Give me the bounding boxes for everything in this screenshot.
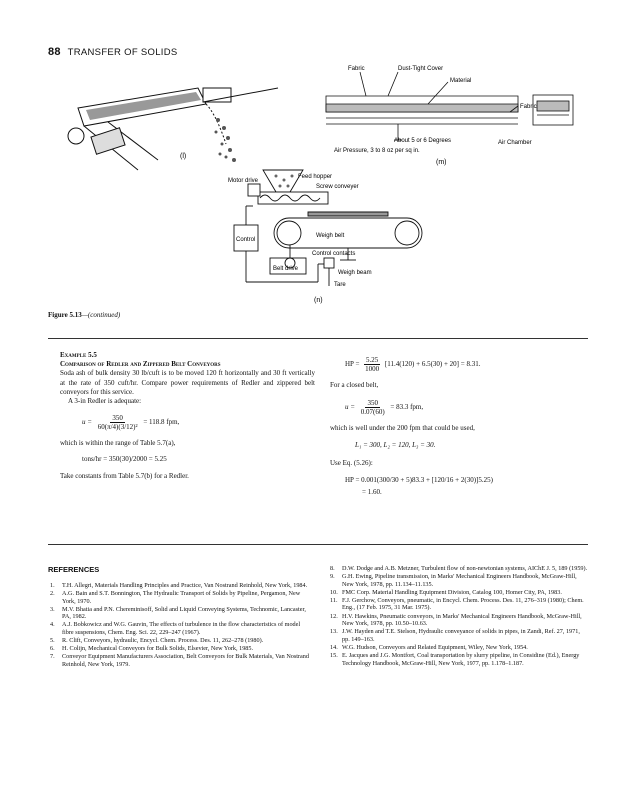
- references-left: [50, 582, 310, 669]
- eq4-lhs: u =: [345, 403, 355, 412]
- equation-1: [82, 414, 315, 431]
- example-para3: which is within the range of Table 5.7(a),: [60, 439, 176, 448]
- label-air-chamber: Air Chamber: [498, 140, 532, 146]
- eq1-lhs: u =: [82, 418, 92, 427]
- reference-item: 15. E. Jacques and J.G. Montfort, Coal transportation by slurry pipeline, in Considine (Ed.), Energy Technology Handbook, McGraw-Hill, New York, 1977, pp. 1.178–1.187.: [330, 652, 580, 667]
- reference-item: 12. H.V. Hawkins, Pneumatic conveyors, in Marks' Mechanical Engineers Handbook, McGraw-Hill, New York, 1978, pp. 10.50–10.63.: [330, 612, 582, 628]
- label-weigh-beam: Weigh beam: [338, 270, 372, 276]
- equation-2: tons/hr = 350(30)/2000 = 5.25: [82, 455, 167, 464]
- label-control: Control: [236, 237, 256, 243]
- rule-top: [48, 338, 588, 339]
- label-fabric-right: Fabric: [520, 104, 537, 110]
- label-air-pressure: Air Pressure, 3 to 8 oz per sq in.: [334, 148, 420, 154]
- reference-item: 1. T.H. Allegri, Materials Handling Principles and Practice, Van Nostrand Reinhold, New York, 1984.: [50, 582, 308, 589]
- example-para2: A 3-in Redler is adequate:: [68, 397, 142, 406]
- reference-item: 5. R. Clift, Conveyors, hydraulic, Encycl. Chem. Process. Des. 11, 262–278 (1980).: [50, 637, 264, 645]
- eq1-num: 350: [112, 414, 123, 423]
- caption-suffix: —(continued): [81, 311, 121, 319]
- label-weigh-belt: Weigh belt: [316, 233, 345, 239]
- references-right: [330, 565, 588, 668]
- reference-item: 2. A.G. Bain and S.T. Bonnington, The Hydraulic Transport of Solids by Pipeline, Pergamon, New York, 1970.: [50, 590, 301, 605]
- label-fabric: Fabric: [348, 66, 365, 72]
- reference-item: 8. D.W. Dodge and A.B. Metzner, Turbulent flow of non-newtonian systems, AIChE J. 5, 189 (1959).: [330, 565, 588, 572]
- reference-item: 3. M.V. Bhatia and P.N. Chereminisoff, Solid and Liquid Conveying Systems, Technomic, Lancaster, PA, 1982.: [50, 605, 306, 621]
- reference-item: 13. J.W. Hayden and T.E. Stelson, Hydraulic conveyance of solids in pipes, in Zandi, Ref. 27, 1971, pp. 149–163.: [330, 628, 580, 643]
- label-feed-hopper: Feed hopper: [298, 174, 333, 180]
- panel-l-drawing: [68, 88, 278, 170]
- equation-4: [345, 399, 585, 416]
- reference-item: 14. W.G. Hudson, Conveyors and Related Equipment, Wiley, New York, 1954.: [330, 643, 528, 651]
- eq4-num: 350: [367, 399, 378, 408]
- reference-item: 11. F.J. Gerchow, Conveyors, pneumatic, in Encycl. Chem. Process. Des. 11, 276–319 (1980); Chem. Eng., (17 Feb. 1975, 31 Mar. 1975).: [330, 596, 584, 612]
- example-para7: Use Eq. (5.26):: [330, 458, 373, 467]
- rule-bottom: [48, 544, 588, 545]
- example-para4: Take constants from Table 5.7(b) for a Redler.: [60, 471, 189, 480]
- eq4-rhs: = 83.3 fpm,: [390, 403, 424, 412]
- label-control-contacts: Control contacts: [312, 251, 356, 257]
- example-label: Example 5.5: [60, 351, 97, 359]
- equation-6-line1: HP = 0.001(300/30 + 5)83.3 + [120/16 + 2(30)]5.25): [345, 475, 493, 484]
- label-dust-cover: Dust-Tight Cover: [398, 66, 444, 72]
- reference-item: 4. A.J. Bobkowicz and W.G. Gauvin, The effects of turbulence in the flow characteristics of model fibre suspensions, Chem. Eng. Sci. 22, 229–247 (1967).: [50, 621, 301, 637]
- reference-item: 6. H. Colijn, Mechanical Conveyors for Bulk Solids, Elsevier, New York, 1985.: [50, 645, 254, 653]
- eq3-rhs: [11.4(120) + 6.5(30) + 20] = 8.31.: [384, 360, 481, 369]
- equation-6-line2: = 1.60.: [362, 488, 382, 497]
- panel-l-label: (l): [180, 153, 187, 160]
- equation-5: L₁ = 300, L₂ = 120, L₃ = 30.: [355, 441, 436, 450]
- example-title: Comparison of Redler and Zippered Belt Conveyors: [60, 360, 221, 369]
- eq3-lhs: HP =: [345, 360, 360, 369]
- figure-caption: [48, 311, 120, 319]
- example-para5: For a closed belt,: [330, 381, 379, 389]
- eq4-den: 0.07(60): [360, 408, 385, 417]
- eq3-den: 1000: [365, 365, 380, 373]
- reference-item: 10. FMC Corp. Material Handling Equipment Division, Catalog 100, Homer City, PA, 1983.: [330, 588, 562, 596]
- figure-5-13: [48, 60, 588, 320]
- page-number: 88: [48, 46, 61, 58]
- label-degrees: About 5 or 6 Degrees: [394, 138, 452, 144]
- running-header: [48, 46, 178, 58]
- eq1-den: 60(π/4)(3/12)²: [97, 423, 138, 432]
- label-screw-conveyer: Screw conveyer: [316, 184, 359, 190]
- example-para1: Soda ash of bulk density 30 lb/cuft is to be moved 120 ft horizontally and 30 ft vertically at the rate of 350 cuft/hr. Compare power requirements of Redler and zippered belt conveyors for this service.: [60, 369, 315, 396]
- label-tare: Tare: [334, 282, 346, 288]
- equation-3: [345, 356, 585, 373]
- example-right-column: [330, 356, 585, 497]
- example-para6: which is well under the 200 fpm that could be used,: [330, 424, 475, 433]
- running-title: TRANSFER OF SOLIDS: [67, 47, 178, 58]
- label-motor-drive: Motor drive: [228, 178, 259, 184]
- eq3-num: 5.25: [366, 356, 379, 364]
- panel-m-label: (m): [436, 159, 447, 166]
- label-material: Material: [450, 78, 472, 84]
- example-left-column: [60, 351, 315, 481]
- reference-item: 9. G.H. Ewing, Pipeline transmission, in Marks' Mechanical Engineers Handbook, McGraw-Hill, New York, 1978, pp. 11.134–11.135.: [330, 573, 577, 588]
- reference-item: 7. Conveyor Equipment Manufacturers Association, Belt Conveyors for Bulk Materials, Van Nostrand Reinhold, New York, 1979.: [50, 653, 309, 668]
- panel-n-label: (n): [314, 297, 323, 304]
- references-heading: REFERENCES: [48, 565, 100, 574]
- caption-label: Figure 5.13: [48, 311, 82, 319]
- label-belt-drive: Belt drive: [273, 266, 299, 272]
- eq1-rhs: = 118.8 fpm,: [143, 418, 180, 427]
